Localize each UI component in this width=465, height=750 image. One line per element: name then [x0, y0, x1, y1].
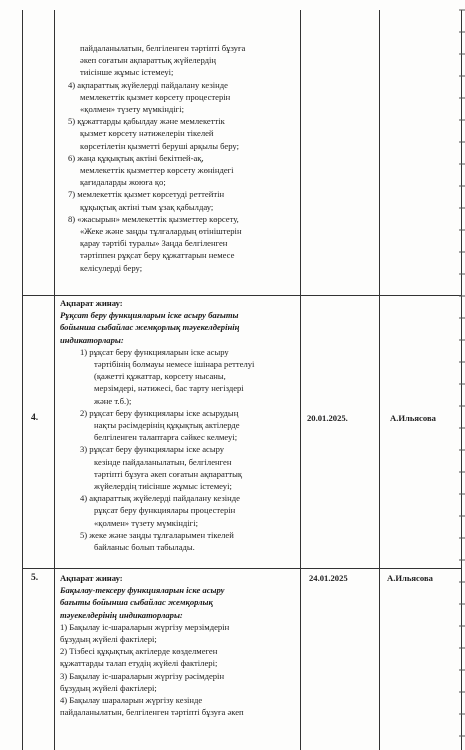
- list-item: 6) жаңа құқықтық актіні бекітпей-ақ,: [68, 152, 204, 163]
- row-responsible: А.Ильясова: [390, 413, 436, 423]
- list-item: тәртібінің болмауы немесе ішінара реттелуі: [94, 359, 255, 370]
- list-item: 1) Бақылау іс-шараларын жүргізу мерзімдерін: [60, 621, 230, 632]
- list-item: тәртіпті бұзуға әкеп соғатын ақпараттық: [94, 468, 243, 479]
- row-date: 24.01.2025: [309, 573, 348, 583]
- list-item: әкеп соғатын ақпараттық жүйелердің: [80, 55, 217, 66]
- list-item: «қолмен» түзету мүмкіндігі;: [80, 104, 184, 115]
- column-divider-date: [379, 10, 380, 750]
- list-item: белгіленген талаптарға сәйкес келмеуі;: [94, 432, 238, 443]
- list-item: бұзудың жүйелі фактілері;: [60, 682, 157, 693]
- list-item: келісулерді беру;: [80, 262, 143, 273]
- list-item: 2) рұқсат беру функциялары іске асырудың: [80, 407, 239, 418]
- list-item: және т.б.);: [94, 395, 132, 406]
- list-item: мемлекеттік қызмет көрсету процестерін: [80, 91, 231, 102]
- list-item: мерзімдері, нәтижесі, бас тарту негіздері: [94, 383, 244, 394]
- list-item: 1) рұқсат беру функцияларын іске асыру: [80, 346, 229, 357]
- list-item: мемлекеттік қызметтер көрсету жөніндегі: [80, 165, 234, 176]
- list-item: тәртіппен рұқсат беру құжаттарын немесе: [80, 250, 235, 261]
- list-item: 3) рұқсат беру функциялары іске асыру: [80, 444, 225, 455]
- list-item: жүйелердің тиісінше жұмыс істемеуі;: [94, 481, 232, 492]
- list-item: 8) «жасырын» мемлекеттік қызметтер көрсету,: [68, 213, 239, 224]
- row-5-subheading-3: тәуекелдерінің индикаторлары:: [60, 609, 183, 620]
- row-number: 4.: [31, 413, 39, 423]
- list-item: «қолмен» түзету мүмкіндігі;: [94, 517, 198, 528]
- list-item: байланыс болып табылады.: [94, 542, 195, 553]
- row-divider-5: [23, 568, 461, 569]
- list-item: кезінде пайдаланылатын, белгіленген: [94, 456, 232, 467]
- list-item: рұқсат беру функциялары процестерін: [94, 505, 236, 516]
- list-item: 4) Бақылау шараларын жүргізу кезінде: [60, 695, 203, 706]
- row-responsible: А.Ильясова: [387, 573, 433, 583]
- list-item: құжаттарды талап етудің жүйелі фактілері;: [60, 658, 218, 669]
- list-item: 7) мемлекеттік қызмет көрсетуді реттейтін: [68, 189, 225, 200]
- list-item: бұзудың жүйелі фактілері;: [60, 634, 157, 645]
- list-item: нақты рәсімдерінің құқықтық актілерде: [94, 420, 240, 431]
- row-4-heading: Ақпарат жинау:: [60, 298, 123, 308]
- row-number: 5.: [31, 573, 39, 583]
- list-item: 4) ақпараттық жүйелерді пайдалану кезінде: [80, 493, 240, 504]
- row-4-content: [60, 297, 298, 553]
- row-5-content: [60, 572, 298, 718]
- list-item: құқықтық актіні тым ұзақ қабылдау;: [80, 201, 214, 212]
- list-item: «Жеке және заңды тұлғалардың өтініштерін: [80, 226, 242, 237]
- list-item: тиісінше жұмыс істемеуі;: [80, 67, 174, 78]
- list-item: 5) жеке және заңды тұлғаларымен тікелей: [80, 529, 234, 540]
- list-item: 4) ақпараттық жүйелерді пайдалану кезінде: [68, 79, 228, 90]
- list-item: (қажетті құжаттар, көрсету нысаны,: [94, 371, 226, 382]
- list-item: көрсетілетін қызметті беруші арқылы беру;: [80, 140, 239, 151]
- list-item: қызмет көрсету нәтижелерін тікелей: [80, 128, 214, 139]
- row-3-content: [60, 42, 298, 274]
- row-4-subheading-2: бойынша сыбайлас жемқорлық тәуекелдерінің: [60, 322, 240, 333]
- list-item: 5) құжаттарды қабылдау және мемлекеттік: [68, 116, 225, 127]
- column-divider-number: [54, 10, 55, 750]
- row-date: 20.01.2025.: [307, 413, 348, 423]
- list-item: 2) Тізбесі құқықтық актілерде көзделмеген: [60, 646, 218, 657]
- row-4-subheading-3: индикаторлары:: [60, 334, 124, 345]
- list-item: пайдаланылатын, белгіленген тәртіпті бұзуға әкеп: [60, 707, 244, 718]
- row-4-subheading-1: Рұқсат беру функцияларын іске асыру бағыты: [60, 310, 239, 321]
- row-5-subheading-2: бағыты бойынша сыбайлас жемқорлық: [60, 597, 213, 608]
- list-item: пайдаланылатын, белгіленген тәртіпті бұзуға: [80, 43, 246, 53]
- scan-edge-dashes: [459, 0, 465, 750]
- list-item: 3) Бақылау іс-шараларын жүргізу рәсімдерін: [60, 670, 225, 681]
- column-divider-content: [300, 10, 301, 750]
- row-5-subheading-1: Бақылау-тексеру функцияларын іске асыру: [60, 585, 225, 596]
- row-5-heading: Ақпарат жинау:: [60, 573, 123, 583]
- list-item: қағидаларды жоюға қо;: [80, 177, 166, 188]
- row-divider-4: [23, 295, 461, 296]
- list-item: қарау тәртібі туралы» Заңда белгіленген: [80, 238, 228, 249]
